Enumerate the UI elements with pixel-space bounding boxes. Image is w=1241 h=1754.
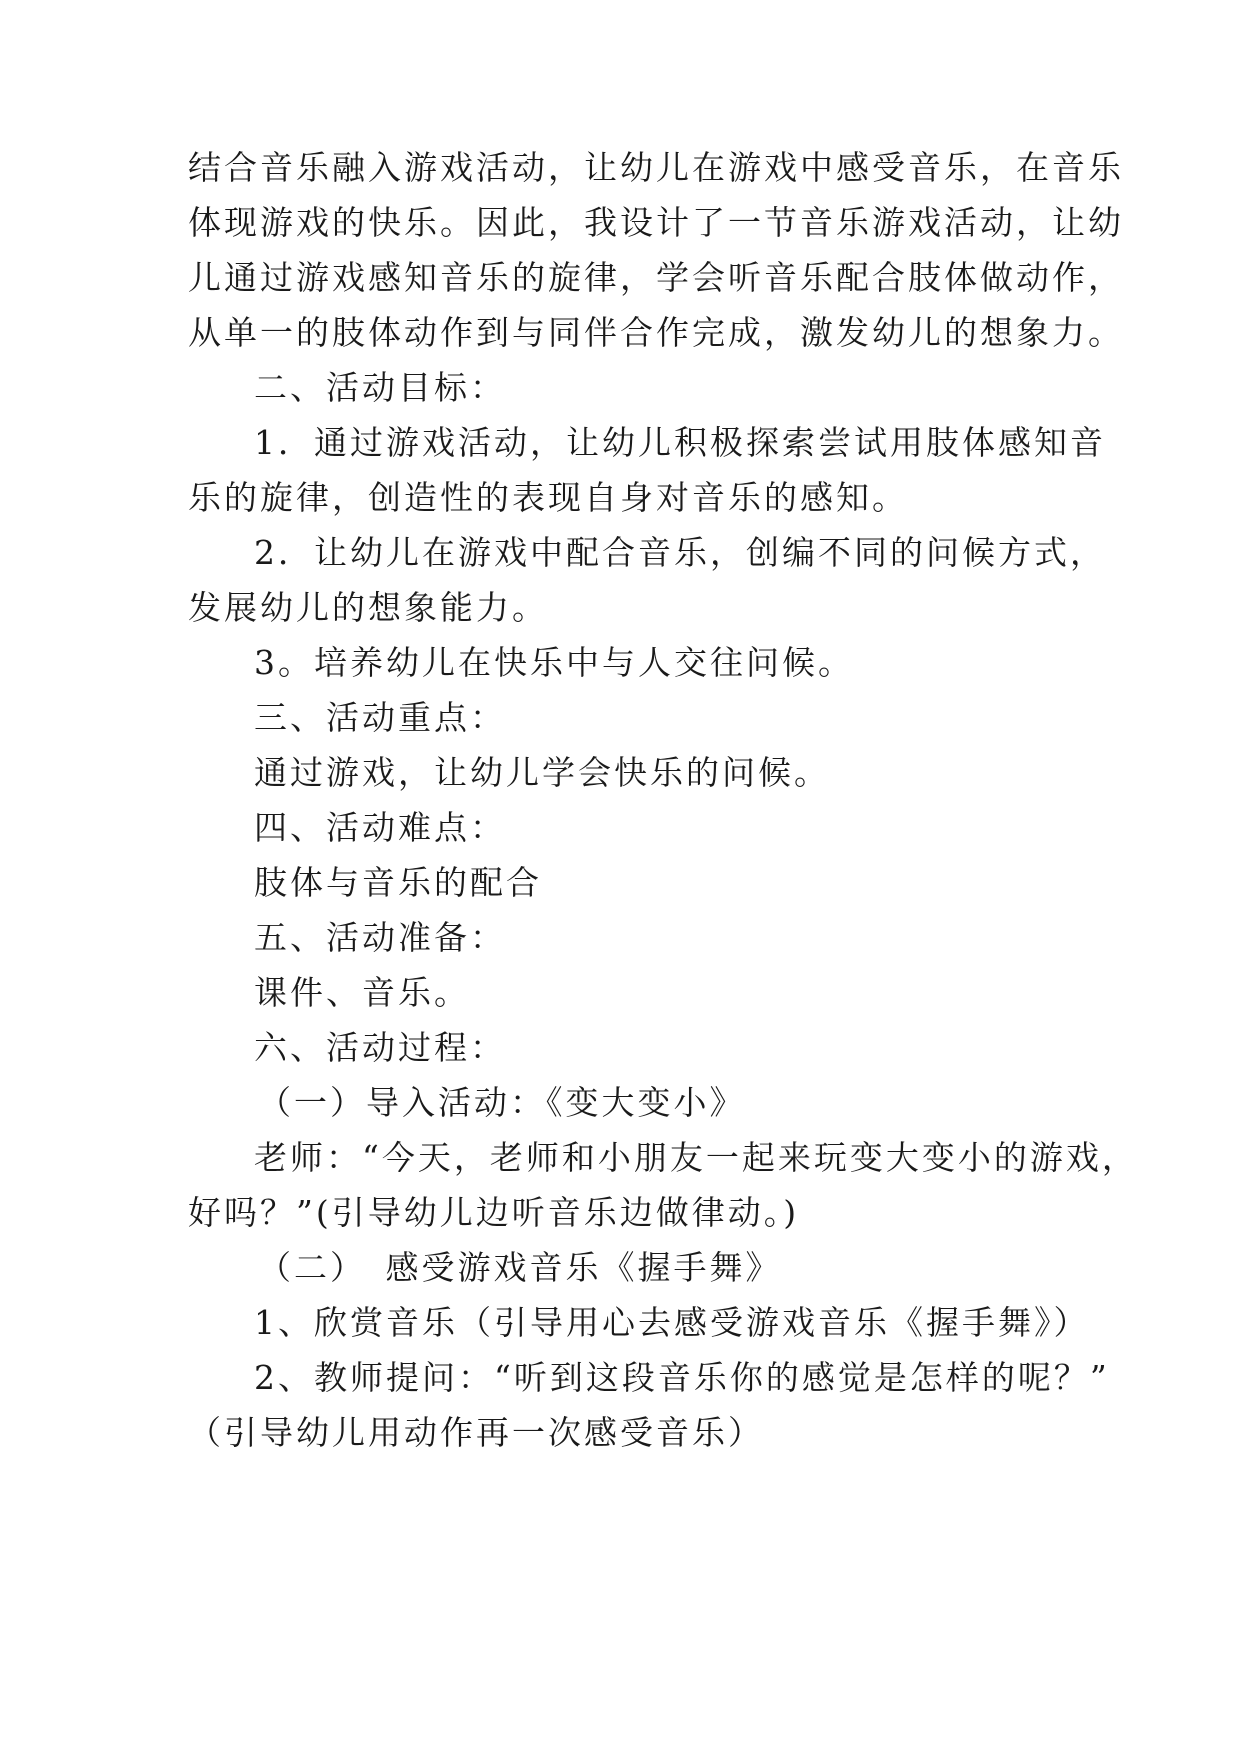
paragraph-line: 肢体与音乐的配合: [254, 863, 542, 902]
list-item: 3。培养幼儿在快乐中与人交往问候。: [254, 643, 854, 682]
paragraph-line: 发展幼儿的想象能力。: [188, 588, 548, 627]
paragraph-line: 乐的旋律，创造性的表现自身对音乐的感知。: [188, 478, 908, 517]
paragraph-line: 从单一的肢体动作到与同伴合作完成，激发幼儿的想象力。: [188, 313, 1124, 352]
section-heading-goals: 二、活动目标：: [254, 368, 506, 407]
list-item: 2．让幼儿在游戏中配合音乐，创编不同的问候方式，: [254, 533, 1106, 572]
subsection-heading: （二） 感受游戏音乐《握手舞》: [258, 1248, 782, 1287]
paragraph-line: 儿通过游戏感知音乐的旋律，学会听音乐配合肢体做动作，: [188, 258, 1124, 297]
section-heading-process: 六、活动过程：: [254, 1028, 506, 1067]
paragraph-line: 通过游戏，让幼儿学会快乐的问候。: [254, 753, 830, 792]
section-heading-focus: 三、活动重点：: [254, 698, 506, 737]
paragraph-line: 老师：“今天，老师和小朋友一起来玩变大变小的游戏，: [254, 1138, 1138, 1177]
paragraph-line: 好吗？”(引导幼儿边听音乐边做律动。): [188, 1193, 800, 1232]
paragraph-line: 体现游戏的快乐。因此，我设计了一节音乐游戏活动，让幼: [188, 203, 1124, 242]
list-item: 1、欣赏音乐（引导用心去感受游戏音乐《握手舞》）: [254, 1303, 1090, 1342]
paragraph-line: 结合音乐融入游戏活动，让幼儿在游戏中感受音乐，在音乐: [188, 148, 1124, 187]
subsection-heading: （一）导入活动：《变大变小》: [258, 1083, 746, 1122]
list-item: 1．通过游戏活动，让幼儿积极探索尝试用肢体感知音: [254, 423, 1106, 462]
list-item: 2、教师提问：“听到这段音乐你的感觉是怎样的呢？”: [254, 1358, 1110, 1397]
section-heading-preparation: 五、活动准备：: [254, 918, 506, 957]
paragraph-line: （引导幼儿用动作再一次感受音乐）: [188, 1413, 764, 1452]
paragraph-line: 课件、音乐。: [254, 973, 470, 1012]
section-heading-difficulty: 四、活动难点：: [254, 808, 506, 847]
